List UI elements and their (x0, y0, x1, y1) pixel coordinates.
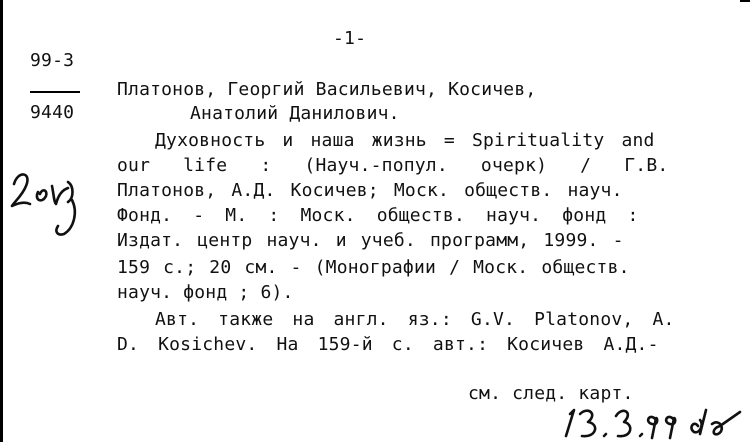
handwritten-date-note (560, 402, 750, 442)
body-line-2: our life : (Науч.-попул. очерк) / Г.В. (117, 155, 669, 176)
body-line-8: Авт. также на англ. яз.: G.V. Platonov, A. (155, 309, 675, 330)
body-line-5: Издат. центр науч. и учеб. программ, 1999. - (117, 230, 624, 251)
see-next-card: см. след. карт. (468, 383, 634, 404)
body-line-9: D. Kosichev. На 159-й с. авт.: Косичев А.Д.- (117, 334, 659, 355)
page-number: -1- (333, 28, 367, 49)
body-line-3: Платонов, А.Д. Косичев; Моск. обществ. науч. (117, 180, 623, 201)
author-line-1: Платонов, Георгий Васильевич, Косичев, (117, 79, 537, 100)
call-number-bottom: 9440 (30, 102, 75, 123)
card-left-edge (0, 0, 3, 442)
body-line-4: Фонд. - М. : Моск. обществ. науч. фонд : (117, 205, 639, 226)
body-line-7: науч. фонд ; 6). (117, 282, 294, 303)
call-number-top: 99-3 (30, 50, 75, 71)
handwritten-copies-note (8, 162, 98, 242)
title-line: Духовность и наша жизнь = Spirituality and (155, 130, 655, 151)
card-corner-mark (740, 0, 750, 2)
call-number-divider (30, 91, 80, 93)
author-line-2: Анатолий Данилович. (190, 103, 400, 124)
body-line-6: 159 с.; 20 см. - (Монографии / Моск. обществ. (117, 257, 630, 278)
